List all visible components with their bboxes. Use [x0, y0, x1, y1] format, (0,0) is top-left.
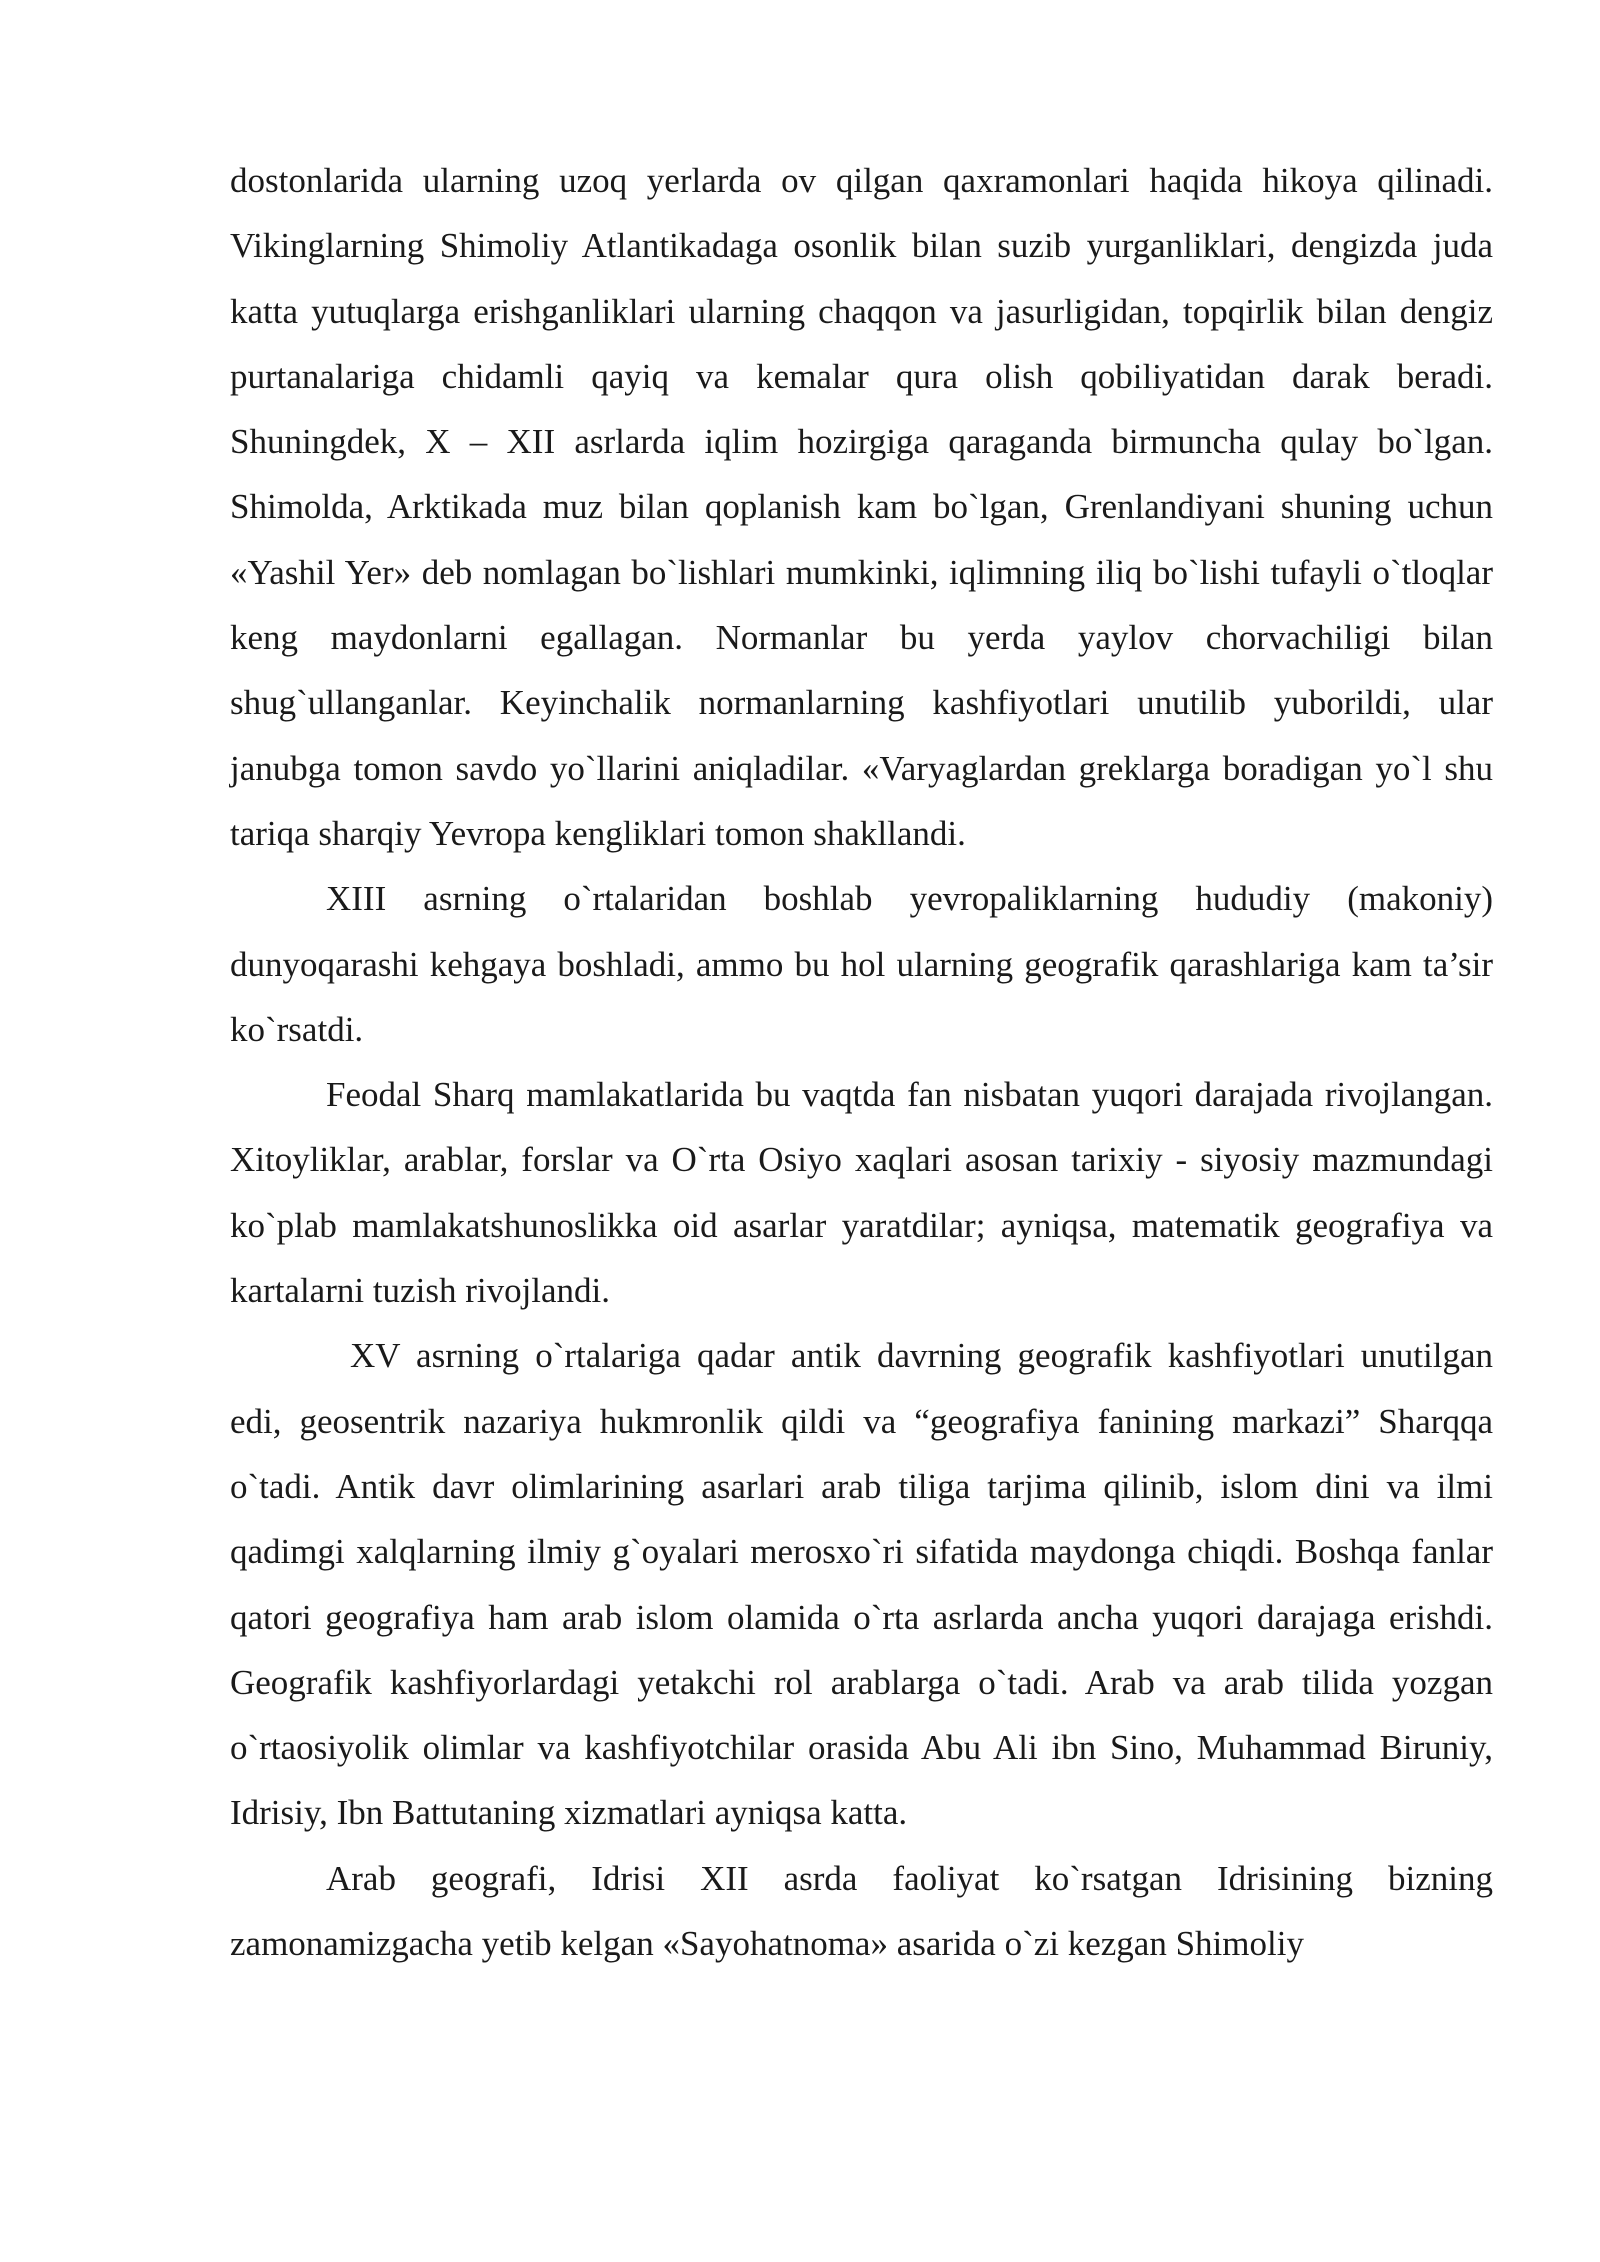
paragraph-idrisi: Arab geografi, Idrisi XII asrda faoliyat ko`rsatgan Idrisining bizning zamonamizgacha yetib kelgan «Sayohatnoma» asarida o`zi kezgan Shimoliy — [230, 1858, 1493, 1964]
paragraph-feudal-east: Feodal Sharq mamlakatlarida bu vaqtda fan nisbatan yuqori darajada rivojlangan. Xitoyliklar, arablar, forslar va O`rta Osiyo xaqlari asosan tarixiy - siyosiy mazmundagi ko`plab mamlakatshunoslikka oid asarlar yaratdilar; ayniqsa, matematik geografiya va kartalarni tuzish rivojlandi. — [230, 1075, 1493, 1311]
document-body — [230, 148, 1493, 1976]
paragraph-vikings: dostonlarida ularning uzoq yerlarda ov qilgan qaxramonlari haqida hikoya qilinadi. Vikinglarning Shimoliy Atlantikadaga osonlik bilan suzib yurganliklari, dengizda juda katta yutuqlarga erishganliklari ularning chaqqon va jasurligidan, topqirlik bilan dengiz purtanalariga chidamli qayiq va kemalar qura olish qobiliyatidan darak beradi. Shuningdek, X – XII asrlarda iqlim hozirgiga qaraganda birmuncha qulay bo`lgan. Shimolda, Arktikada muz bilan qoplanish kam bo`lgan, Grenlandiyani shuning uchun «Yashil Yer» deb nomlagan bo`lishlari mumkinki, iqlimning iliq bo`lishi tufayli o`tloqlar keng maydonlarni egallagan. Normanlar bu yerda yaylov chorvachiligi bilan shug`ullanganlar. Keyinchalik normanlarning kashfiyotlari unutilib yuborildi, ular janubga tomon savdo yo`llarini aniqladilar. «Varyaglardan greklarga boradigan yo`l shu tariqa sharqiy Yevropa kengliklari tomon shakllandi. — [230, 161, 1493, 853]
paragraph-xv-century: XV asrning o`rtalariga qadar antik davrning geografik kashfiyotlari unutilgan edi, geosentrik nazariya hukmronlik qildi va “geografiya fanining markazi” Sharqqa o`tadi. Antik davr olimlarining asarlari arab tiliga tarjima qilinib, islom dini va ilmi qadimgi xalqlarning ilmiy g`oyalari merosxo`ri sifatida maydonga chiqdi. Boshqa fanlar qatori geografiya ham arab islom olamida o`rta asrlarda ancha yuqori darajaga erishdi. Geografik kashfiyorlardagi yetakchi rol arablarga o`tadi. Arab va arab tilida yozgan o`rtaosiyolik olimlar va kashfiyotchilar orasida Abu Ali ibn Sino, Muhammad Biruniy, Idrisiy, Ibn Battutaning xizmatlari ayniqsa katta. — [230, 1336, 1493, 1833]
paragraph-xiii-century: XIII asrning o`rtalaridan boshlab yevropaliklarning hududiy (makoniy) dunyoqarashi kehgaya boshladi, ammo bu hol ularning geografik qarashlariga kam ta’sir ko`rsatdi. — [230, 879, 1493, 1049]
